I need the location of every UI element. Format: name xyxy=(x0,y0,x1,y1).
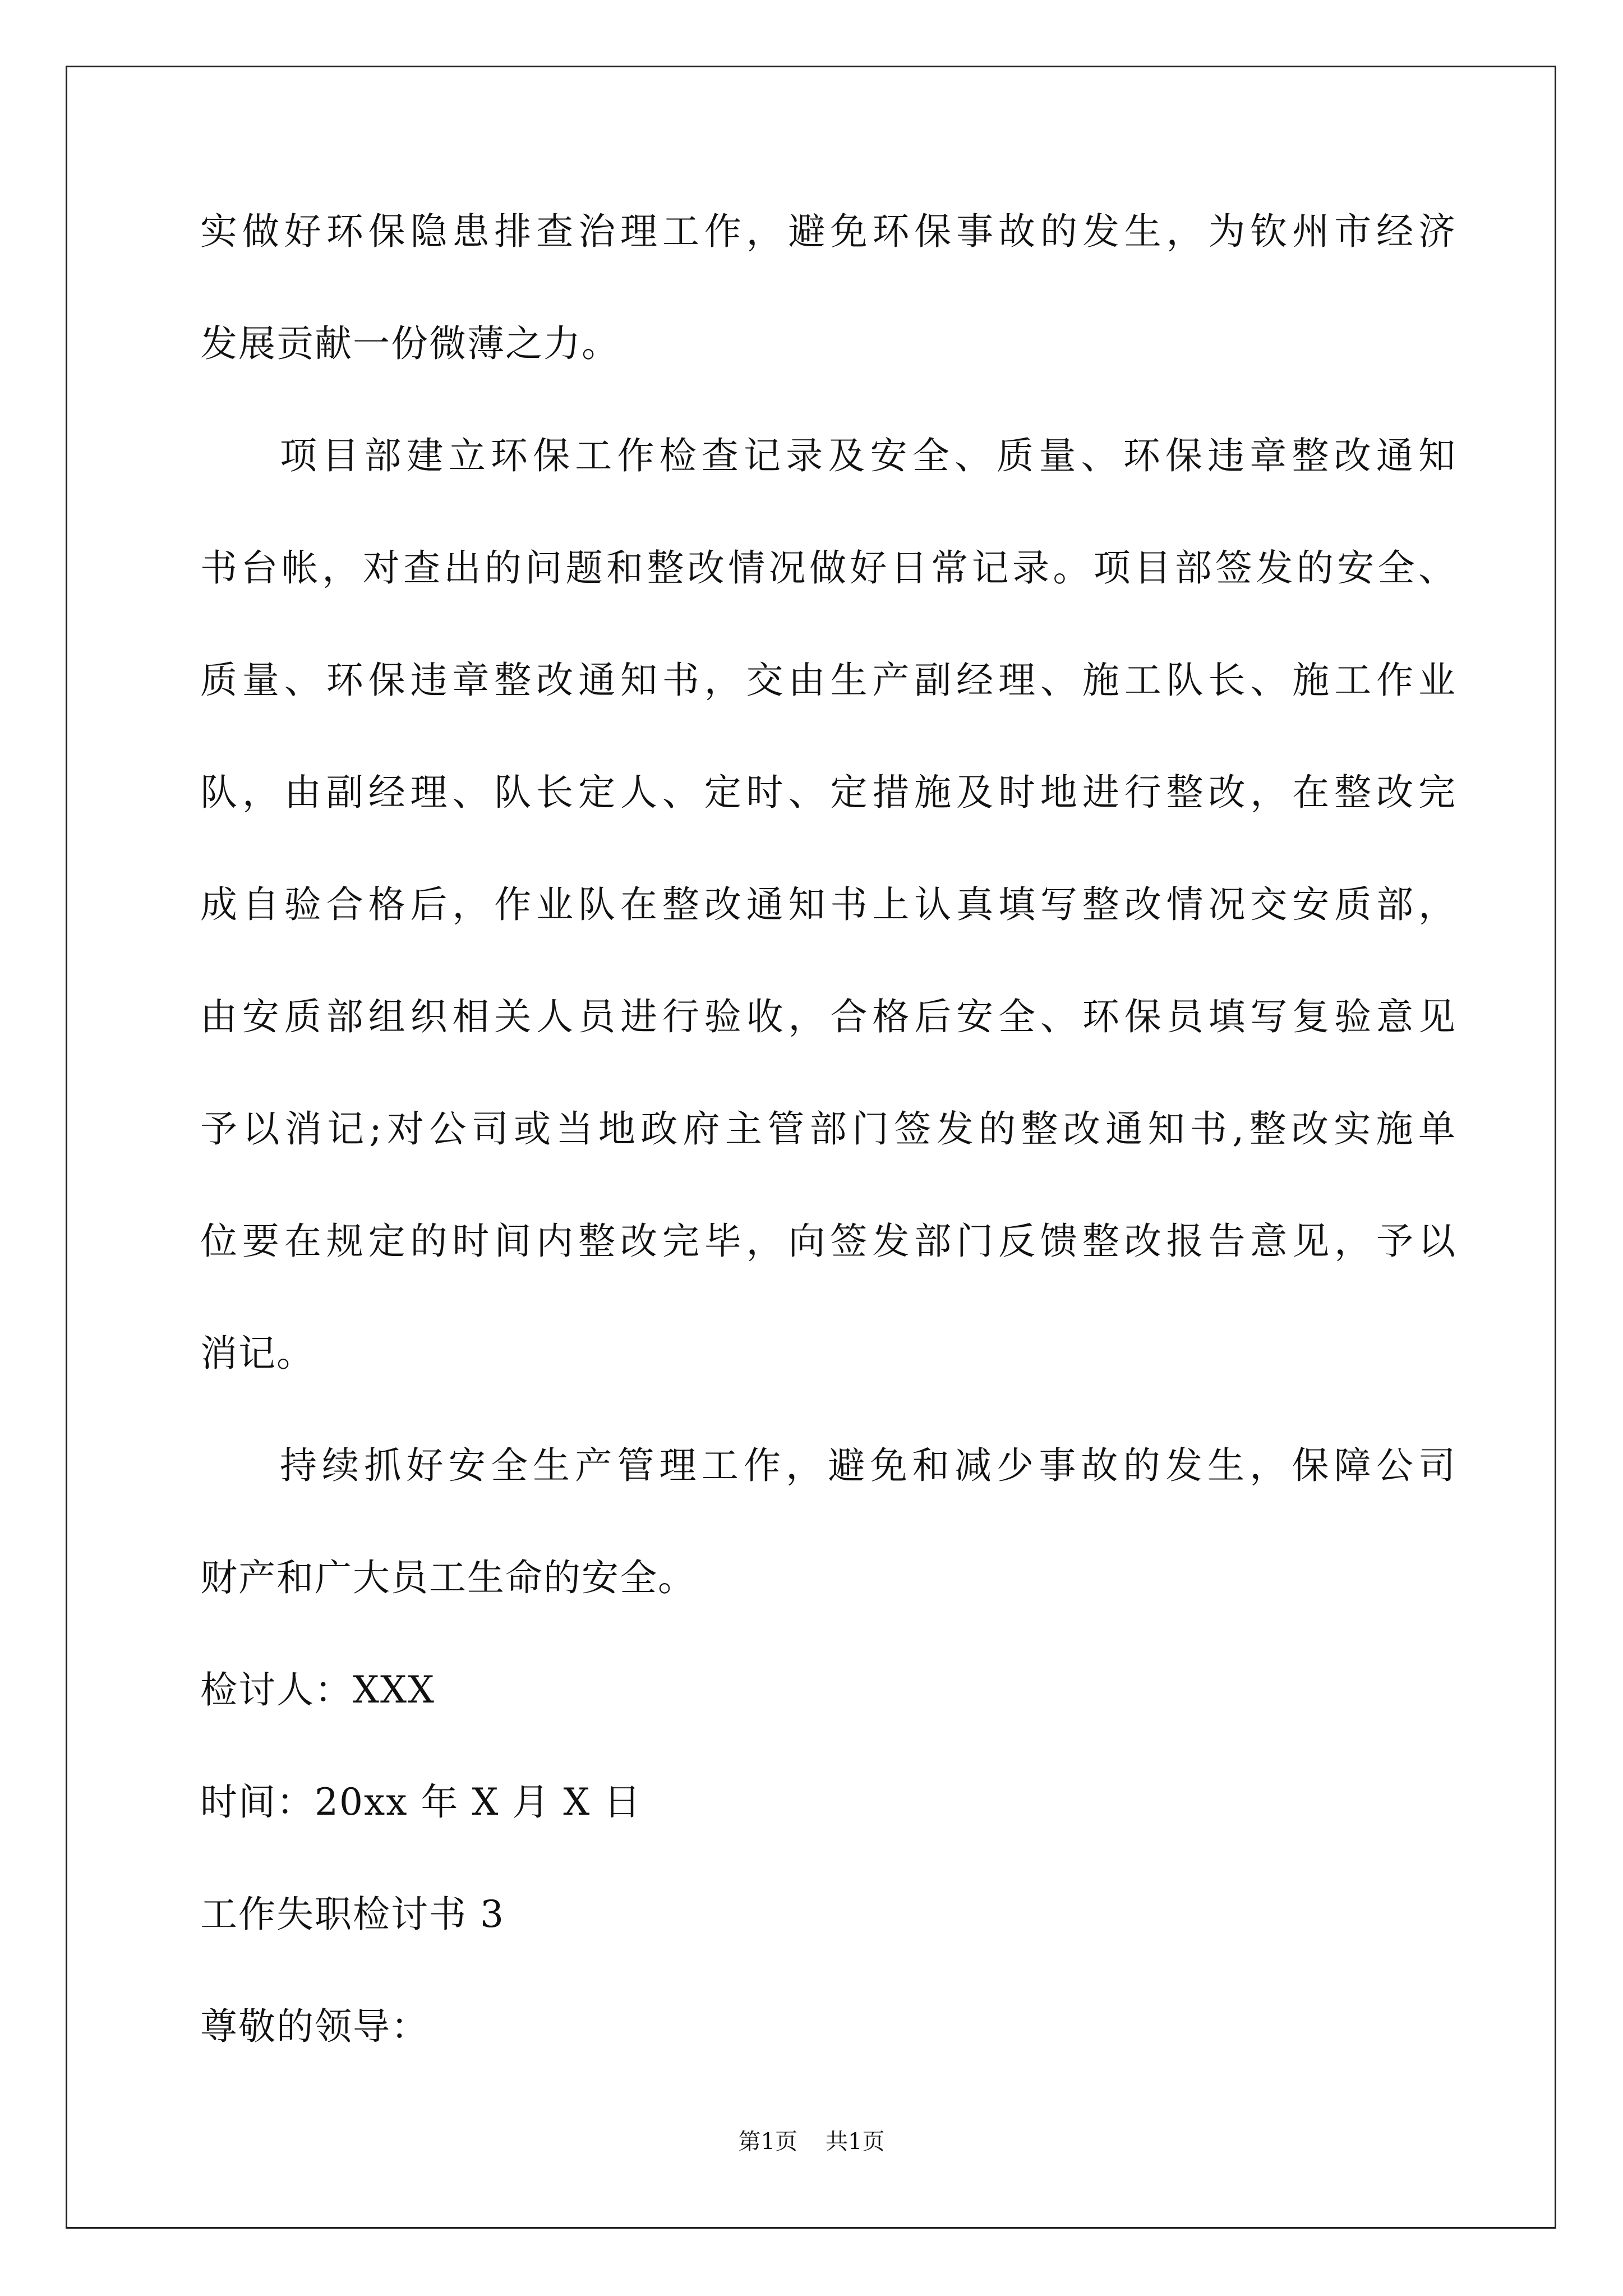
paragraph-line: 项目部建立环保工作检查记录及安全、质量、环保违章整改通知 xyxy=(280,434,1456,477)
paragraph-line: 财产和广大员工生命的安全。 xyxy=(200,1556,696,1599)
paragraph-line: 由安质部组织相关人员进行验收，合格后安全、环保员填写复验意见 xyxy=(200,995,1456,1038)
section-title: 工作失职检讨书 3 xyxy=(200,1893,505,1936)
paragraph-line: 书台帐，对查出的问题和整改情况做好日常记录。项目部签发的安全、 xyxy=(200,546,1456,590)
paragraph-line: 队，由副经理、队长定人、定时、定措施及时地进行整改，在整改完 xyxy=(200,771,1456,814)
paragraph-line: 消记。 xyxy=(200,1332,315,1375)
page-footer xyxy=(0,2131,1623,2153)
salutation-line: 尊敬的领导： xyxy=(200,2005,429,2048)
paragraph-line: 予以消记;对公司或当地政府主管部门签发的整改通知书,整改实施单 xyxy=(200,1107,1456,1151)
paragraph-line: 位要在规定的时间内整改完毕，向签发部门反馈整改报告意见，予以 xyxy=(200,1220,1456,1263)
paragraph-line: 成自验合格后，作业队在整改通知书上认真填写整改情况交安质部， xyxy=(200,883,1456,926)
page-number-current: 第1页 xyxy=(738,2129,797,2155)
paragraph-line: 质量、环保违章整改通知书，交由生产副经理、施工队长、施工作业 xyxy=(200,659,1456,702)
paragraph-line: 实做好环保隐患排查治理工作，避免环保事故的发生，为钦州市经济 xyxy=(200,210,1456,253)
paragraph-line: 发展贡献一份微薄之力。 xyxy=(200,322,620,365)
signer-line: 检讨人：XXX xyxy=(200,1668,435,1711)
paragraph-line: 持续抓好安全生产管理工作，避免和减少事故的发生，保障公司 xyxy=(280,1444,1456,1487)
page-number-total: 共1页 xyxy=(826,2129,885,2155)
date-line: 时间：20xx 年 X 月 X 日 xyxy=(200,1780,642,1824)
document-body xyxy=(200,210,1456,2120)
